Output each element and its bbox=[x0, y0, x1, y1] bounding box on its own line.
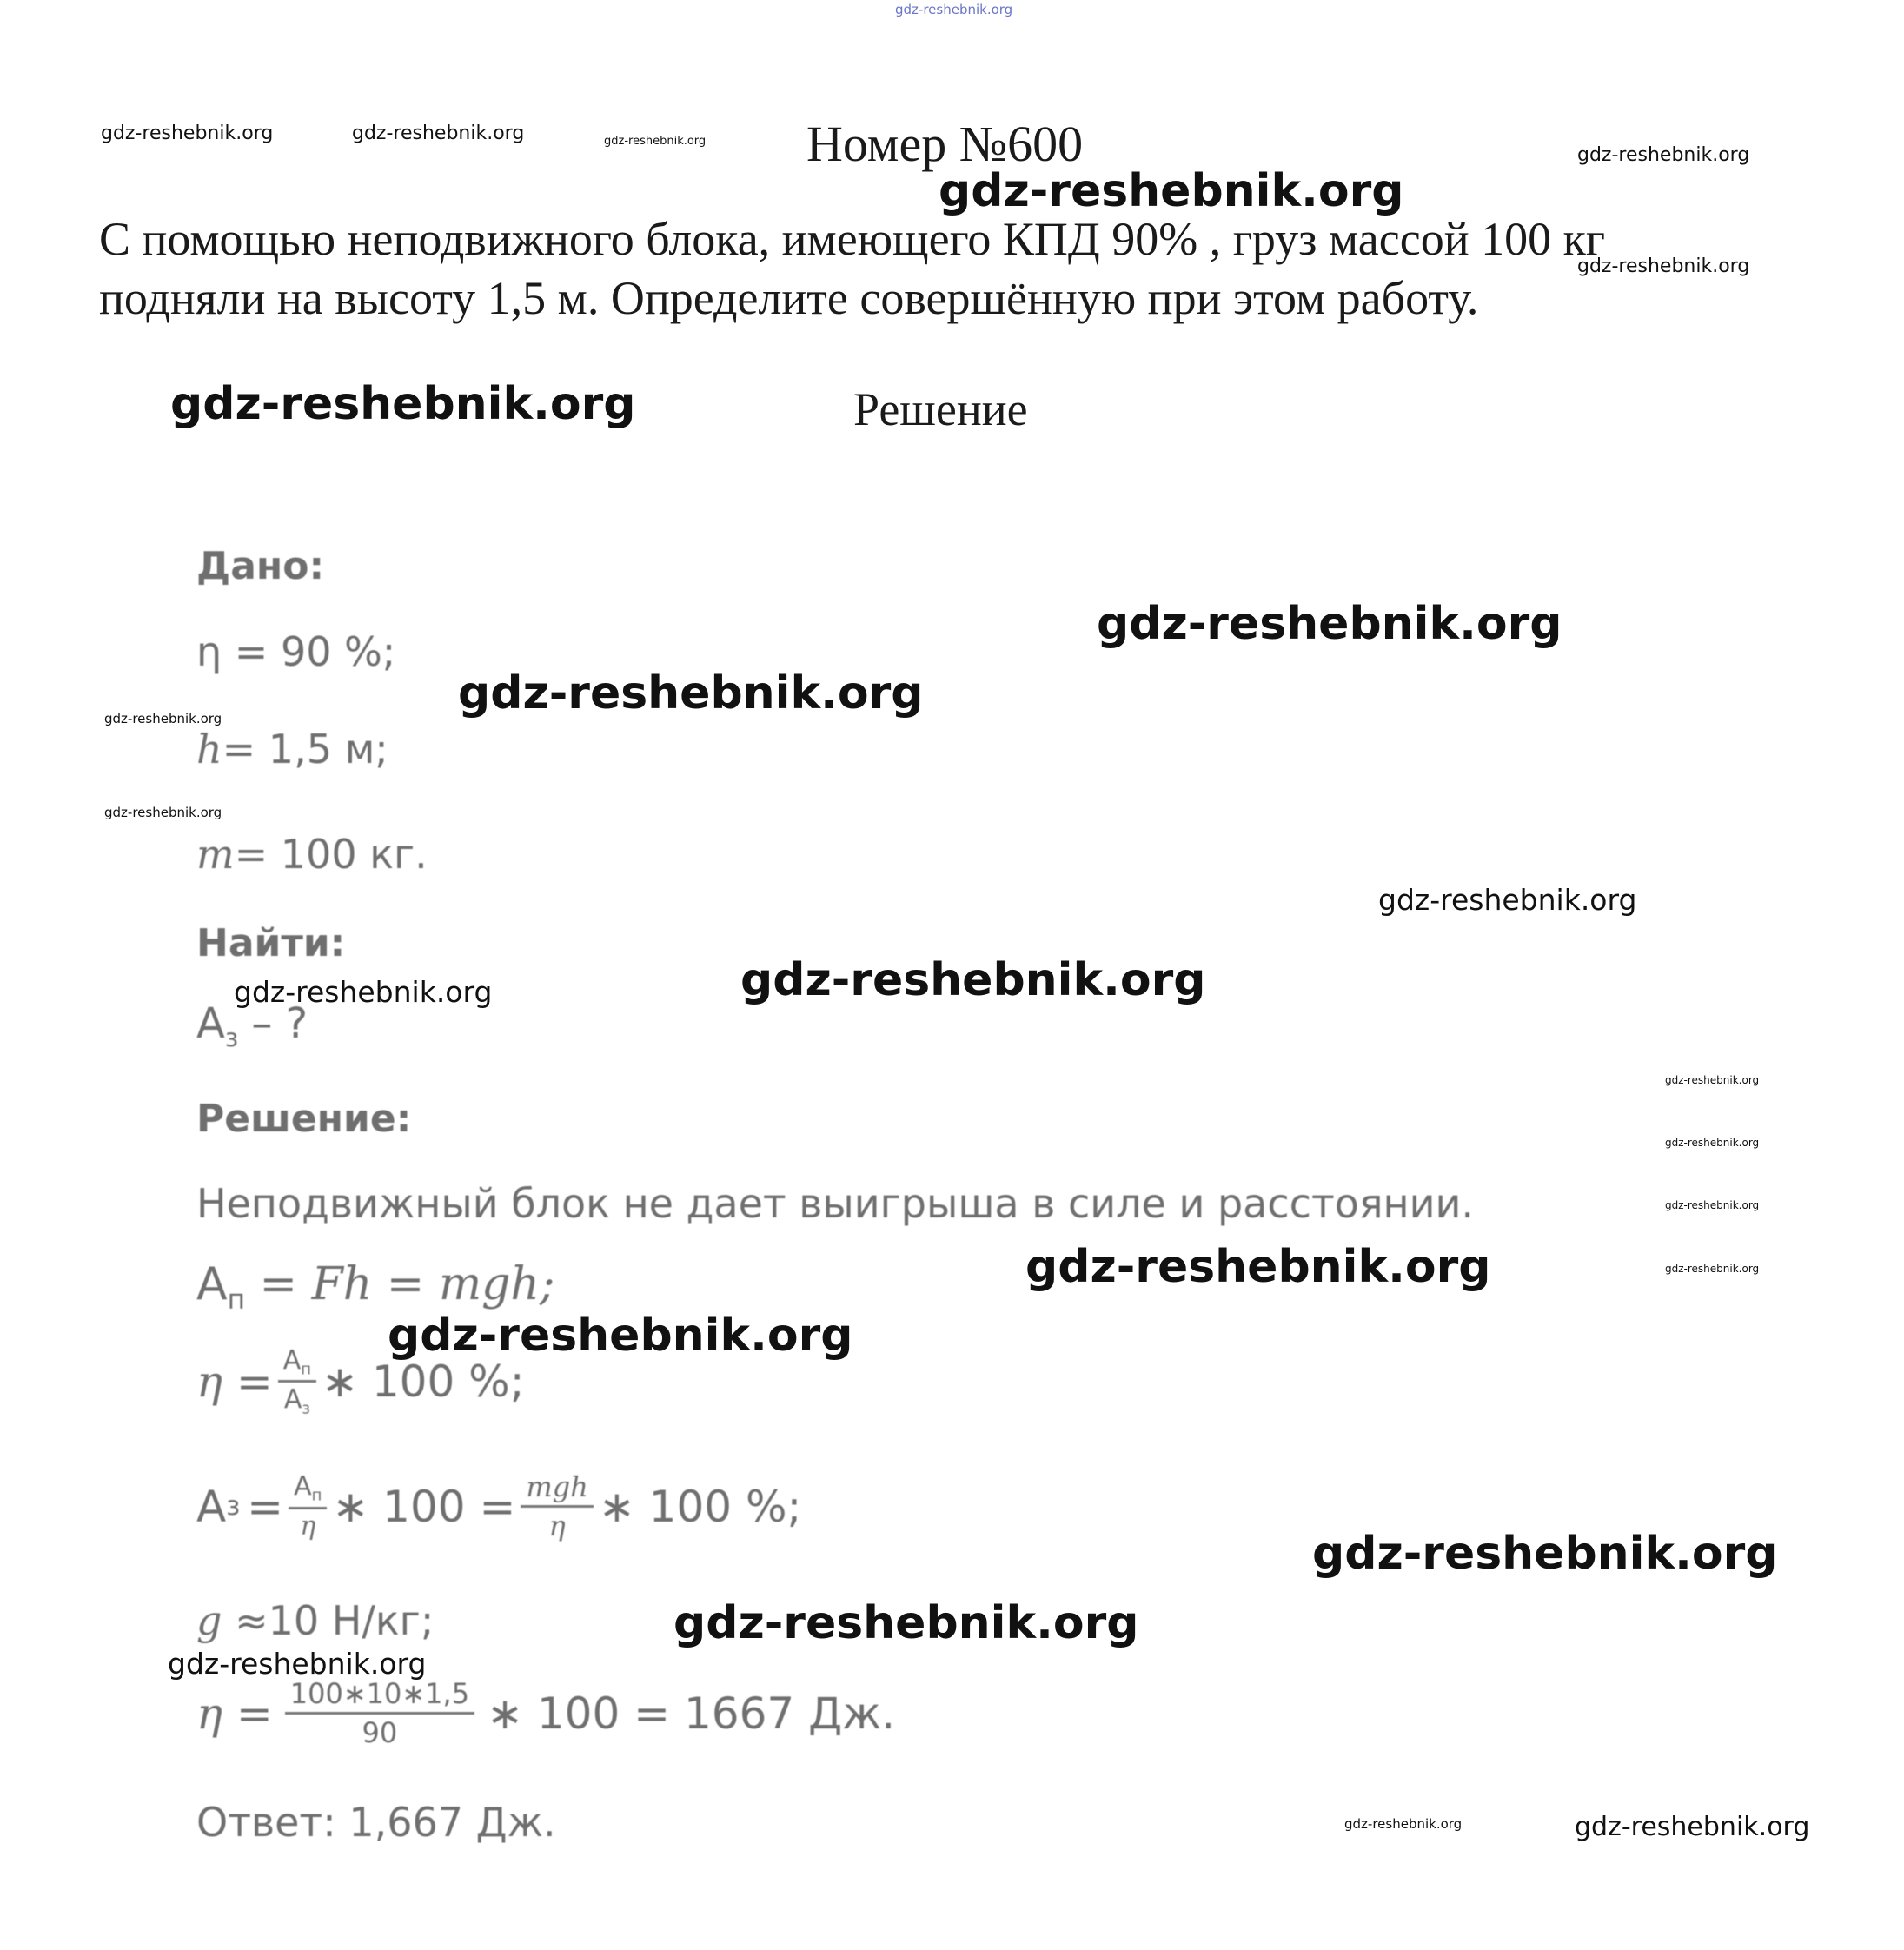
watermark: gdz-reshebnik.org bbox=[1665, 1074, 1760, 1086]
formula-calculation: η = $\frac{100∗10∗1,5}{90}$ ∗ 100 = 1667 Дж. bbox=[196, 1677, 896, 1749]
watermark: gdz-reshebnik.org bbox=[1097, 598, 1562, 650]
watermark: gdz-reshebnik.org bbox=[1378, 883, 1637, 917]
watermark: gdz-reshebnik.org bbox=[1312, 1528, 1778, 1580]
watermark: gdz-reshebnik.org bbox=[1577, 144, 1750, 166]
watermark: gdz-reshebnik.org bbox=[234, 975, 493, 1009]
answer: Ответ: 1,667 Дж. bbox=[196, 1799, 556, 1846]
watermark: gdz-reshebnik.org bbox=[740, 954, 1206, 1006]
gravity-constant: g ≈10 Н/кг; bbox=[196, 1597, 435, 1644]
solution-statement: Неподвижный блок не дает выигрыша в силе и расстоянии. bbox=[196, 1180, 1475, 1227]
watermark: gdz-reshebnik.org bbox=[170, 378, 636, 430]
watermark: gdz-reshebnik.org bbox=[104, 805, 222, 820]
given-mass bbox=[196, 831, 428, 878]
top-watermark: gdz-reshebnik.org bbox=[895, 2, 1013, 17]
watermark: gdz-reshebnik.org bbox=[101, 123, 274, 144]
watermark: gdz-reshebnik.org bbox=[458, 667, 924, 720]
problem-text-line-2: подняли на высоту 1,5 м. Определите совершённую при этом работу. bbox=[99, 272, 1479, 324]
mass-variable: m bbox=[196, 831, 235, 878]
given-efficiency: η = 90 %; bbox=[196, 628, 396, 675]
watermark: gdz-reshebnik.org bbox=[388, 1310, 853, 1362]
find-label: Найти: bbox=[196, 921, 346, 965]
formula-total-work: A з = $\frac{A_п}{\eta}$ ∗ 100 = $\frac{\text{mgh}}{\eta}$ ∗ 100 %; bbox=[196, 1470, 802, 1542]
watermark: gdz-reshebnik.org bbox=[604, 135, 707, 148]
given-height bbox=[196, 726, 388, 773]
watermark: gdz-reshebnik.org bbox=[168, 1647, 427, 1681]
solution-label: Решение: bbox=[196, 1097, 412, 1141]
watermark: gdz-reshebnik.org bbox=[104, 711, 222, 726]
watermark: gdz-reshebnik.org bbox=[673, 1597, 1139, 1649]
height-value: = 1,5 м; bbox=[222, 726, 388, 773]
watermark: gdz-reshebnik.org bbox=[1665, 1263, 1760, 1275]
formula-useful-work: $A_п = Fh$ = mgh; bbox=[196, 1258, 555, 1316]
watermark: gdz-reshebnik.org bbox=[1344, 1816, 1463, 1832]
height-variable: h bbox=[196, 726, 222, 773]
find-work: $A_з$ – ? bbox=[196, 999, 308, 1053]
watermark: gdz-reshebnik.org bbox=[1577, 255, 1750, 277]
given-label: Дано: bbox=[196, 544, 325, 588]
watermark: gdz-reshebnik.org bbox=[1025, 1241, 1491, 1293]
watermark: gdz-reshebnik.org bbox=[1575, 1812, 1810, 1842]
problem-text-line-1: С помощью неподвижного блока, имеющего КПД 90% , груз массой 100 кг bbox=[99, 213, 1605, 265]
watermark: gdz-reshebnik.org bbox=[1665, 1137, 1760, 1149]
watermark: gdz-reshebnik.org bbox=[939, 165, 1404, 217]
watermark: gdz-reshebnik.org bbox=[352, 123, 525, 144]
mass-value: = 100 кг. bbox=[234, 831, 428, 878]
formula-efficiency: η = $\frac{A_п}{A_з}$ ∗ 100 %; bbox=[196, 1345, 525, 1418]
solution-heading: Решение bbox=[853, 383, 1028, 435]
page-title: Номер №600 bbox=[806, 116, 1084, 172]
watermark: gdz-reshebnik.org bbox=[1665, 1199, 1760, 1211]
